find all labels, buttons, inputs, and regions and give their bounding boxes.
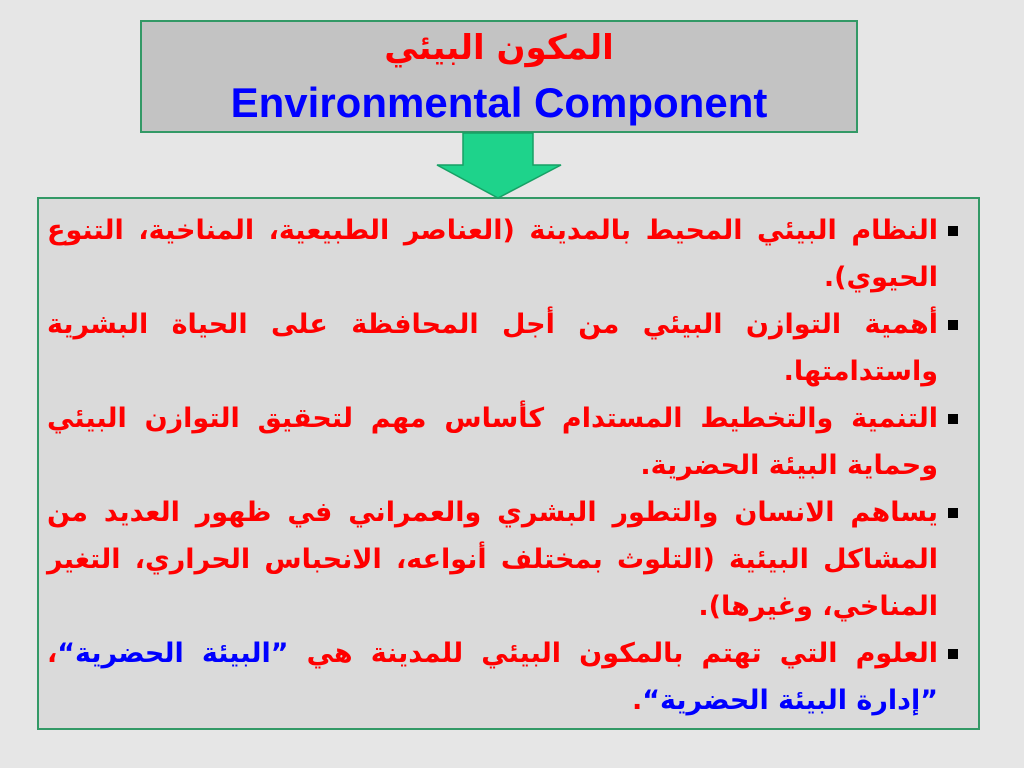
bullet-text: النظام البيئي المحيط بالمدينة (العناصر الطبيعية، المناخية، التنوع الحيوي). <box>47 215 938 293</box>
bullet-item <box>47 395 978 489</box>
bullet-item <box>47 207 978 301</box>
term-urban-environment-management: ”إدارة البيئة الحضرية“ <box>642 685 938 716</box>
bullet-text-segment: ، <box>47 638 58 669</box>
title-arabic: المكون البيئي <box>384 28 614 68</box>
square-bullet-icon <box>948 226 958 236</box>
bullet-item <box>47 489 978 630</box>
square-bullet-icon <box>948 414 958 424</box>
bullet-list <box>47 207 978 724</box>
term-urban-environment: ”البيئة الحضرية“ <box>57 638 289 669</box>
content-box <box>37 197 980 730</box>
bullet-text-segment: . <box>632 685 643 716</box>
bullet-item <box>47 301 978 395</box>
down-arrow-icon <box>434 132 564 200</box>
square-bullet-icon <box>948 508 958 518</box>
square-bullet-icon <box>948 649 958 659</box>
square-bullet-icon <box>948 320 958 330</box>
title-box <box>140 20 858 133</box>
bullet-text: أهمية التوازن البيئي من أجل المحافظة على الحياة البشرية واستدامتها. <box>47 309 938 387</box>
bullet-text: يساهم الانسان والتطور البشري والعمراني في ظهور العديد من المشاكل البيئية (التلوث بمختلف أنواعه، الانحباس الحراري، التغير المناخي، وغيرها). <box>47 497 938 622</box>
bullet-text: التنمية والتخطيط المستدام كأساس مهم لتحقيق التوازن البيئي وحماية البيئة الحضرية. <box>47 403 938 481</box>
bullet-item <box>47 630 978 724</box>
bullet-text-segment: العلوم التي تهتم بالمكون البيئي للمدينة هي <box>288 638 938 669</box>
bullet-text <box>47 638 938 716</box>
title-english: Environmental Component <box>230 79 768 126</box>
